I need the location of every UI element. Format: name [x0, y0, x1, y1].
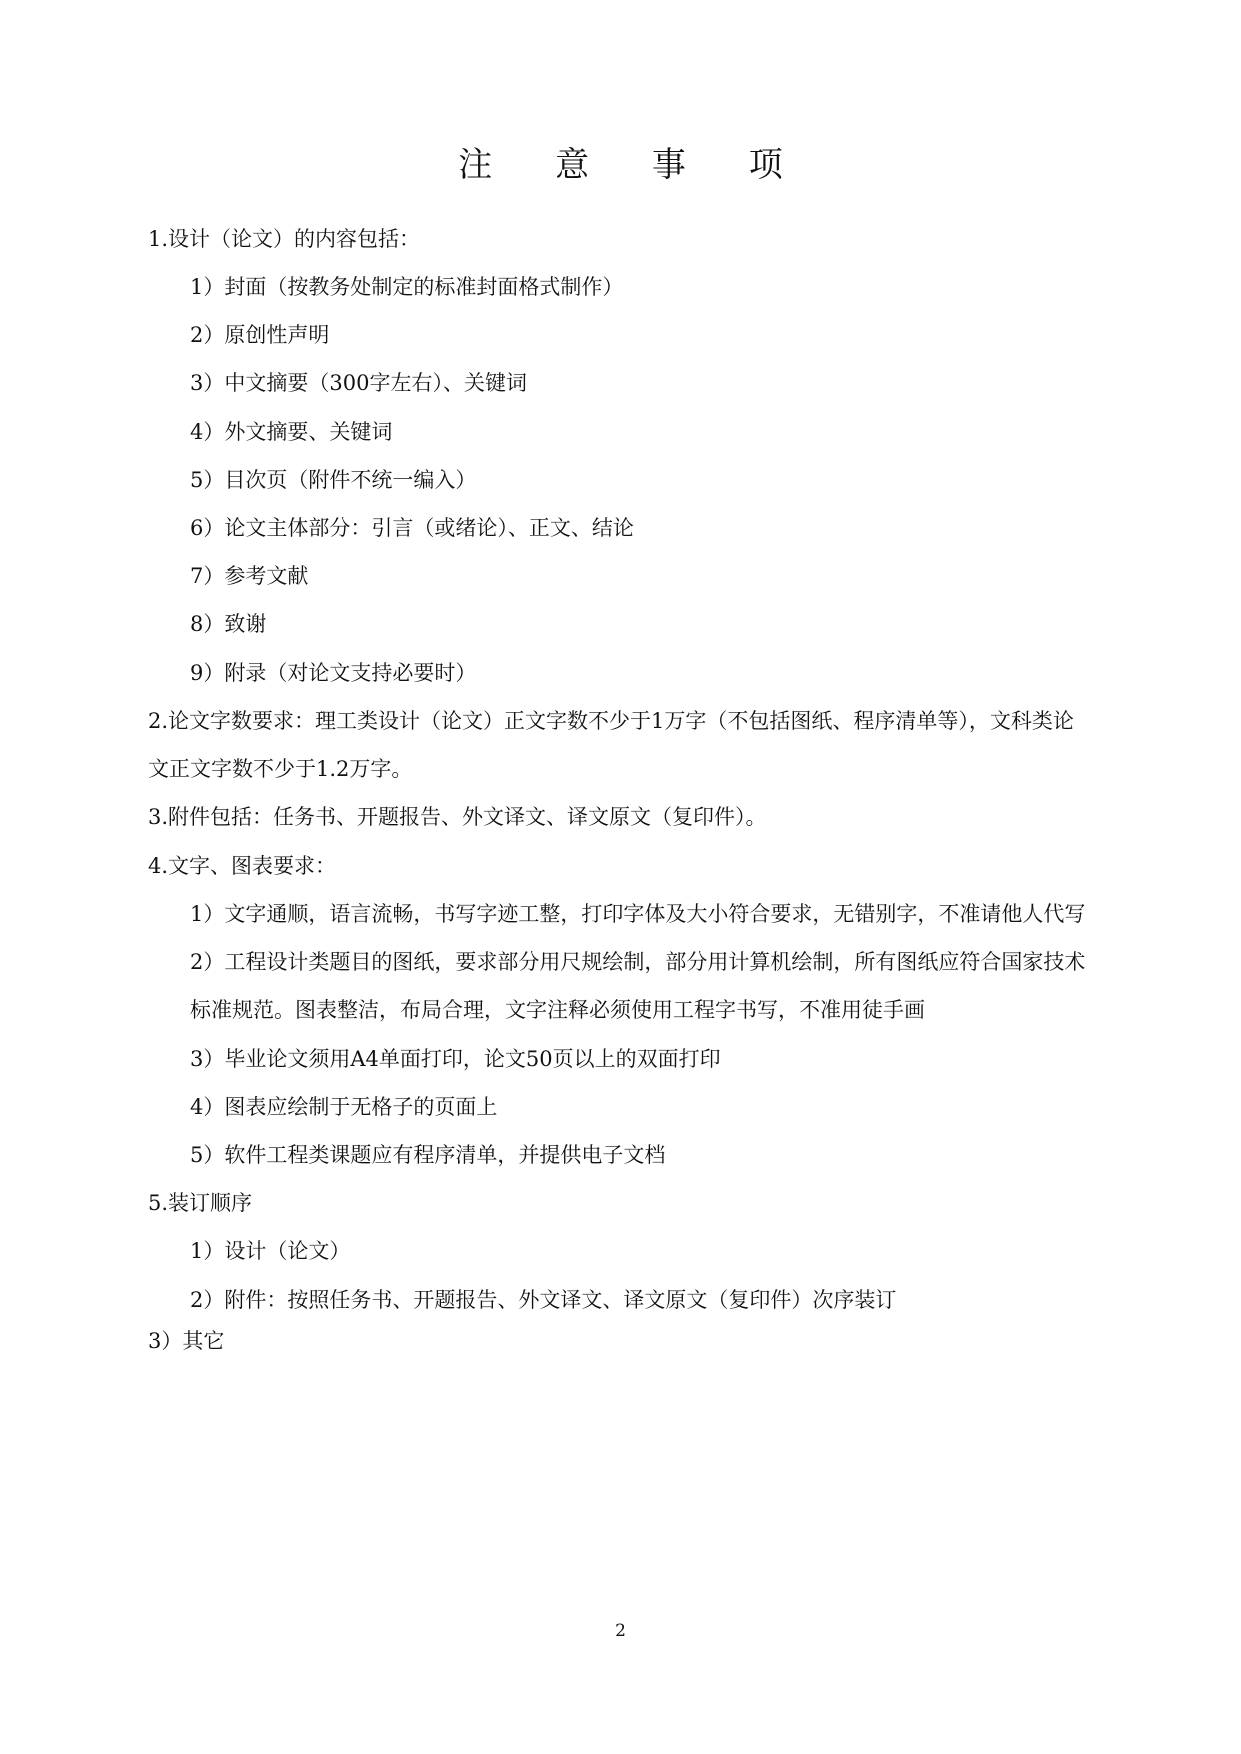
section-1-item-1: 1）封面（按教务处制定的标准封面格式制作） [190, 275, 624, 299]
section-1-item-9: 9）附录（对论文支持必要时） [190, 661, 477, 685]
section-2-text: 2.论文字数要求：理工类设计（论文）正文字数不少于1万字（不包括图纸、程序清单等），文科类论 [148, 709, 1074, 733]
page-title: 注 意 事 项 [458, 145, 809, 185]
section-4-item-2: 2）工程设计类题目的图纸，要求部分用尺规绘制，部分用计算机绘制，所有图纸应符合国家技术 [190, 950, 1086, 974]
section-4-item-4: 4）图表应绘制于无格子的页面上 [190, 1095, 498, 1119]
section-4-item-5: 5）软件工程类课题应有程序清单，并提供电子文档 [190, 1143, 666, 1167]
section-1-item-6: 6）论文主体部分：引言（或绪论）、正文、结论 [190, 516, 634, 540]
section-1-item-7: 7）参考文献 [190, 564, 309, 588]
section-1-item-5: 5）目次页（附件不统一编入） [190, 468, 477, 492]
section-5-item-2: 2）附件：按照任务书、开题报告、外文译文、译文原文（复印件）次序装订 [190, 1288, 897, 1312]
page-number: 2 [615, 1621, 626, 1641]
section-2-text-cont: 文正文字数不少于1.2万字。 [148, 757, 413, 781]
section-5-heading: 5.装订顺序 [148, 1191, 253, 1215]
section-4-item-2-cont: 标准规范。图表整洁，布局合理，文字注释必须使用工程字书写，不准用徒手画 [190, 998, 925, 1022]
section-4-item-3: 3）毕业论文须用A4单面打印，论文50页以上的双面打印 [190, 1047, 721, 1071]
section-1-item-2: 2）原创性声明 [190, 323, 330, 347]
section-3-text: 3.附件包括：任务书、开题报告、外文译文、译文原文（复印件）。 [148, 805, 767, 829]
section-4-heading: 4.文字、图表要求： [148, 854, 337, 878]
section-1-item-4: 4）外文摘要、关键词 [190, 420, 393, 444]
section-5-item-3: 3）其它 [148, 1329, 225, 1353]
section-5-item-1: 1）设计（论文） [190, 1239, 351, 1263]
section-1-item-3: 3）中文摘要（300字左右）、关键词 [190, 371, 527, 395]
section-1-heading: 1.设计（论文）的内容包括： [148, 227, 421, 251]
section-1-item-8: 8）致谢 [190, 612, 267, 636]
section-4-item-1: 1）文字通顺，语言流畅，书写字迹工整，打印字体及大小符合要求，无错别字，不准请他人代写 [190, 902, 1086, 926]
